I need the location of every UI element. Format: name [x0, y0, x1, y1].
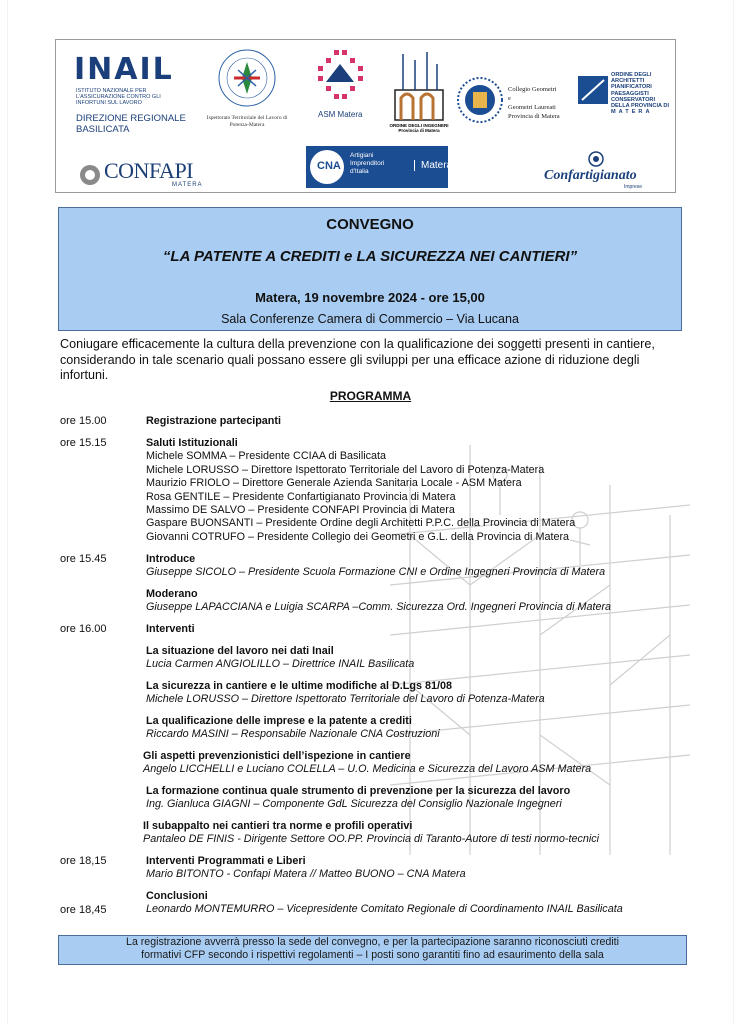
time-1500: ore 15.00 [60, 415, 107, 427]
time-1815: ore 18,15 [60, 855, 107, 867]
saluti-block [146, 437, 575, 544]
list-item: Massimo DE SALVO – Presidente CONFAPI Provincia di Matera [146, 504, 455, 517]
event-date: Matera, 19 novembre 2024 - ore 15,00 [255, 290, 485, 305]
registrazione: Registrazione partecipanti [146, 415, 281, 427]
confapi-logo: CONFAPI [104, 158, 194, 183]
registration-note: La registrazione avverrà presso la sede del convegno, e per la partecipazione saranno riconosciuti crediti formativi CFP secondo i rispettivi regolamenti – I posti sono garantiti fino ad esaurimento della sala [58, 935, 687, 965]
asm-logo-icon [312, 48, 372, 108]
cna-logo: CNA Artigiani Imprenditori d'Italia Matera [306, 146, 448, 188]
list-item: Gaspare BUONSANTI – Presidente Ordine degli Architetti P.P.C. della Provincia di Matera [146, 517, 576, 530]
talk-1: La situazione del lavoro nei dati Inail Lucia Carmen ANGIOLILLO – Direttrice INAIL Basilicata [146, 645, 415, 671]
inail-direzione: DIREZIONE REGIONALE BASILICATA [76, 113, 186, 135]
ingegneri-logo-icon [391, 50, 447, 122]
event-title: “LA PATENTE A CREDITI e LA SICUREZZA NEI CANTIERI” [162, 248, 578, 265]
inail-logo: INAIL [74, 52, 174, 87]
confartigianato-logo: Confartigianato [544, 168, 637, 183]
liberi-block: Interventi Programmati e Liberi Mario BITONTO - Confapi Matera // Matteo BUONO – CNA Matera [146, 855, 466, 881]
event-venue: Sala Conferenze Camera di Commercio – Via Lucana [221, 312, 519, 326]
intro-paragraph: Coniugare efficacemente la cultura della prevenzione con la qualificazione dei soggetti presenti in cantiere, considerando in tale scenario quali possano essere gli sviluppi per una efficace azione di riduzione degli infortuni. [60, 337, 655, 383]
time-1845: ore 18,45 [60, 904, 107, 916]
ingegneri-label: ORDINE DEGLI INGEGNERI Provincia di Matera [389, 123, 449, 133]
list-item: Giovanni COTRUFO – Presidente Collegio dei Geometri e G.L. della Provincia di Matera [146, 530, 570, 543]
confartigianato-sub: Imprese [624, 184, 643, 190]
moderano-block: Moderano Giuseppe LAPACCIANA e Luigia SCARPA –Comm. Sicurezza Ord. Ingegneri Provincia di Matera [146, 588, 612, 614]
confartigianato-mark-icon [586, 150, 606, 168]
logo-band [55, 39, 676, 193]
ispettorato-seal-icon [216, 44, 278, 114]
conclusioni-block: Conclusioni Leonardo MONTEMURRO – Vicepresidente Comitato Regionale di Coordinamento INAIL Basilicata [146, 890, 623, 916]
saluti-heading: Saluti Istituzionali [146, 437, 238, 449]
event-header [58, 207, 682, 331]
geometri-logo-icon [456, 76, 504, 124]
programma-heading: PROGRAMMA [329, 389, 412, 403]
list-item: Michele SOMMA – Presidente CCIAA di Basilicata [146, 450, 387, 463]
time-1545: ore 15.45 [60, 553, 107, 565]
time-1515: ore 15.15 [60, 437, 107, 449]
confapi-mark-icon [78, 164, 102, 186]
confapi-sub: MATERA [172, 182, 203, 188]
list-item: Rosa GENTILE – Presidente Confartigianato Provincia di Matera [146, 490, 456, 503]
talk-4: Gli aspetti prevenzionistici dell’ispezione in cantiere Angelo LICCHELLI e Luciano COLELLA – U.O. Medicina e Sicurezza del Lavoro ASM Matera [143, 750, 592, 776]
inail-subtitle: ISTITUTO NAZIONALE PER L'ASSICURAZIONE CONTRO GLI INFORTUNI SUL LAVORO [76, 88, 161, 106]
introduce-block: Introduce Giuseppe SICOLO – Presidente Scuola Formazione CNI e Ordine Ingegneri Provincia di Matera [146, 553, 606, 579]
list-item: Michele LORUSSO – Direttore Ispettorato Territoriale del Lavoro di Potenza-Matera [146, 463, 545, 476]
time-1600: ore 16.00 [60, 623, 107, 635]
talk-6: Il subappalto nei cantieri tra norme e profili operativi Pantaleo DE FINIS - Dirigente Settore OO.PP. Provincia di Taranto-Autore di testi normo-tecnici [143, 820, 600, 846]
asm-label: ASM Matera [318, 110, 363, 119]
talk-2: La sicurezza in cantiere e le ultime modifiche al D.Lgs 81/08 Michele LORUSSO – Direttore Ispettorato Territoriale del Lavoro di Potenza-Matera [146, 680, 545, 706]
architetti-label: ORDINE DEGLI ARCHITETTI PIANIFICATORI PAESAGGISTI CONSERVATORI DELLA PROVINCIA DI MATERA [611, 72, 670, 116]
list-item: Maurizio FRIOLO – Direttore Generale Azienda Sanitaria Locale - ASM Matera [146, 477, 522, 490]
geometri-label: Collegio Geometri e Geometri Laureati Provincia di Matera [508, 86, 560, 120]
ispettorato-label: Ispettorato Territoriale del Lavoro di Potenza-Matera [206, 115, 288, 128]
talk-3: La qualificazione delle imprese e la patente a crediti Riccardo MASINI – Responsabile Nazionale CNA Costruzioni [146, 715, 440, 741]
architetti-logo-icon [578, 76, 608, 104]
interventi-heading: Interventi [146, 623, 195, 635]
talk-5: La formazione continua quale strumento di prevenzione per la sicurezza del lavoro Ing. Gianluca GIAGNI – Componente GdL Sicurezza del Consiglio Nazionale Ingegneri [146, 785, 571, 811]
event-type: CONVEGNO [326, 216, 414, 233]
